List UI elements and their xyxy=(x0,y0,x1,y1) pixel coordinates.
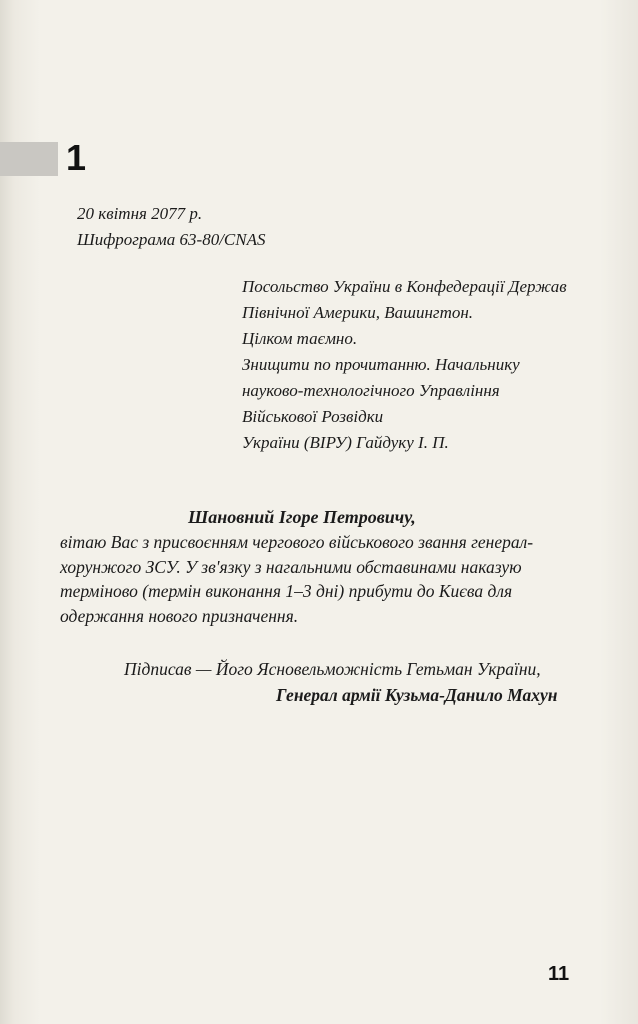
body-line: хорунжого ЗСУ. У зв'язку з нагальними обставинами наказую xyxy=(60,556,522,577)
cipher-reference: Шифрограма 63-80/CNAS xyxy=(77,230,266,249)
address-line: Цілком таємно. xyxy=(242,329,358,348)
body-line: вітаю Вас з присвоєнням чергового військового звання генерал- xyxy=(60,532,534,552)
address-line: Посольство України в Конфедерації Держав xyxy=(242,277,567,296)
letter-body xyxy=(60,530,570,628)
chapter-number: 1 xyxy=(66,137,87,178)
address-line: Знищити по прочитанню. Начальнику xyxy=(242,355,520,374)
chapter-marker-bar xyxy=(0,142,58,176)
address-line: науково-технологічного Управління xyxy=(242,381,500,400)
address-line: Військової Розвідки xyxy=(242,407,384,426)
page-number: 11 xyxy=(548,963,570,985)
address-line: України (ВІРУ) Гайдуку І. П. xyxy=(242,433,449,452)
body-line: терміново (термін виконання 1–3 дні) прибути до Києва для xyxy=(60,581,513,601)
address-line: Північної Америки, Вашингтон. xyxy=(242,303,474,322)
signature-line: Підписав — Його Ясновельможність Гетьман України, xyxy=(124,659,541,679)
signatory-name: Генерал армії Кузьма-Данило Махун xyxy=(276,685,558,705)
address-block xyxy=(242,274,582,456)
letter-date: 20 квітня 2077 р. xyxy=(77,204,203,223)
salutation: Шановний Ігоре Петровичу, xyxy=(188,507,416,527)
body-line: одержання нового призначення. xyxy=(60,605,299,626)
